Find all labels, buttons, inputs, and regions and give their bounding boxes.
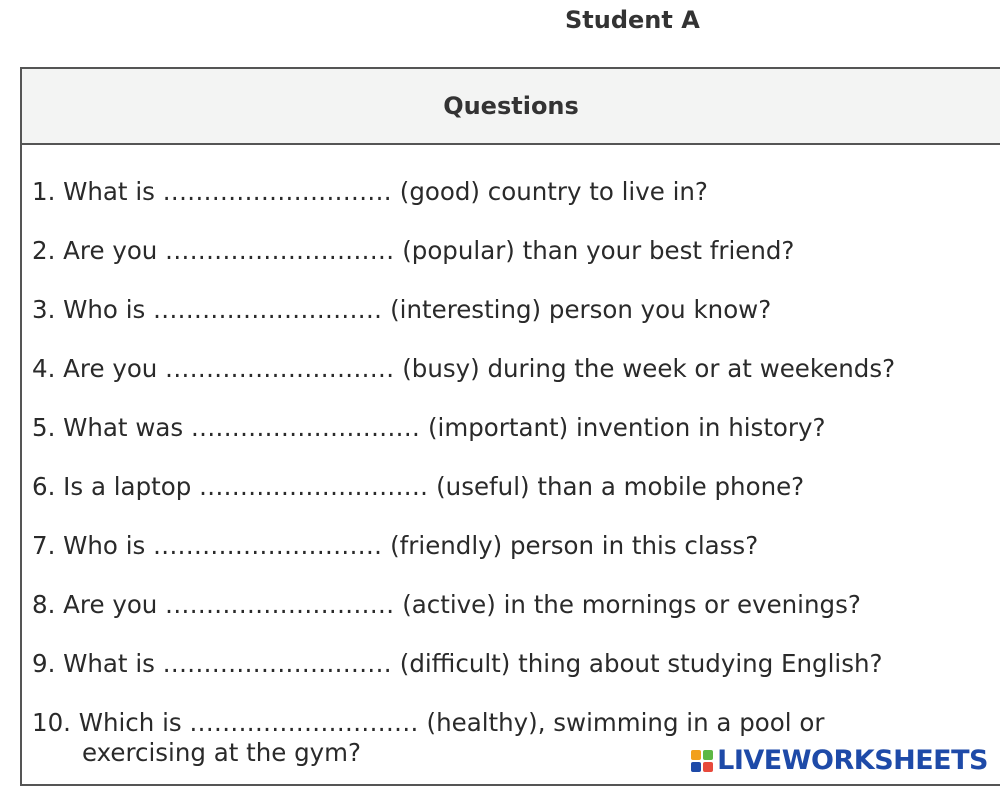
- question-suffix: (busy) during the week or at weekends?: [402, 354, 896, 383]
- question-prefix: 10. Which is: [32, 708, 182, 737]
- question-prefix: 2. Are you: [32, 236, 158, 265]
- answer-blank[interactable]: ............................: [153, 295, 383, 324]
- answer-blank[interactable]: ............................: [162, 177, 392, 206]
- question-item-4: [32, 354, 895, 384]
- question-suffix: (useful) than a mobile phone?: [436, 472, 805, 501]
- question-prefix: 6. Is a laptop: [32, 472, 192, 501]
- question-prefix: 5. What was: [32, 413, 184, 442]
- question-item-3: [32, 295, 771, 325]
- logo-square: [691, 762, 701, 772]
- question-suffix: (difficult) thing about studying English?: [399, 649, 883, 678]
- questions-table: [20, 67, 1000, 786]
- question-suffix: (friendly) person in this class?: [390, 531, 759, 560]
- question-prefix: 7. Who is: [32, 531, 146, 560]
- answer-blank[interactable]: ............................: [190, 413, 421, 442]
- question-suffix: (good) country to live in?: [399, 177, 708, 206]
- question-suffix: (active) in the mornings or evenings?: [402, 590, 861, 619]
- question-item-2: [32, 236, 794, 266]
- question-prefix: 3. Who is: [32, 295, 146, 324]
- question-item-7: [32, 531, 758, 561]
- question-suffix: (popular) than your best friend?: [402, 236, 795, 265]
- table-title: Questions: [443, 92, 579, 120]
- question-item-9: [32, 649, 883, 679]
- question-prefix: 8. Are you: [32, 590, 158, 619]
- question-item-6: [32, 472, 804, 502]
- answer-blank[interactable]: ............................: [162, 649, 392, 678]
- question-prefix: 1. What is: [32, 177, 155, 206]
- liveworksheets-logo: [691, 745, 988, 776]
- logo-square: [691, 750, 701, 760]
- question-prefix: 4. Are you: [32, 354, 158, 383]
- answer-blank[interactable]: ............................: [165, 590, 395, 619]
- table-header: [22, 69, 1000, 145]
- question-prefix: 9. What is: [32, 649, 155, 678]
- question-item-10: [32, 708, 824, 738]
- question-suffix: (important) invention in history?: [428, 413, 826, 442]
- logo-square: [703, 750, 713, 760]
- logo-text: LIVEWORKSHEETS: [717, 745, 988, 776]
- logo-square: [703, 762, 713, 772]
- answer-blank[interactable]: ............................: [153, 531, 383, 560]
- answer-blank[interactable]: ............................: [165, 354, 395, 383]
- student-heading: Student A: [565, 6, 700, 34]
- question-item-5: [32, 413, 826, 443]
- question-item-1: [32, 177, 708, 207]
- question-item-10-continuation: exercising at the gym?: [82, 738, 362, 767]
- answer-blank[interactable]: ............................: [189, 708, 419, 737]
- question-item-8: [32, 590, 861, 620]
- question-suffix: (healthy), swimming in a pool or: [426, 708, 825, 737]
- liveworksheets-logo-icon: [691, 750, 713, 772]
- answer-blank[interactable]: ............................: [165, 236, 395, 265]
- question-suffix: (interesting) person you know?: [390, 295, 772, 324]
- answer-blank[interactable]: ............................: [199, 472, 429, 501]
